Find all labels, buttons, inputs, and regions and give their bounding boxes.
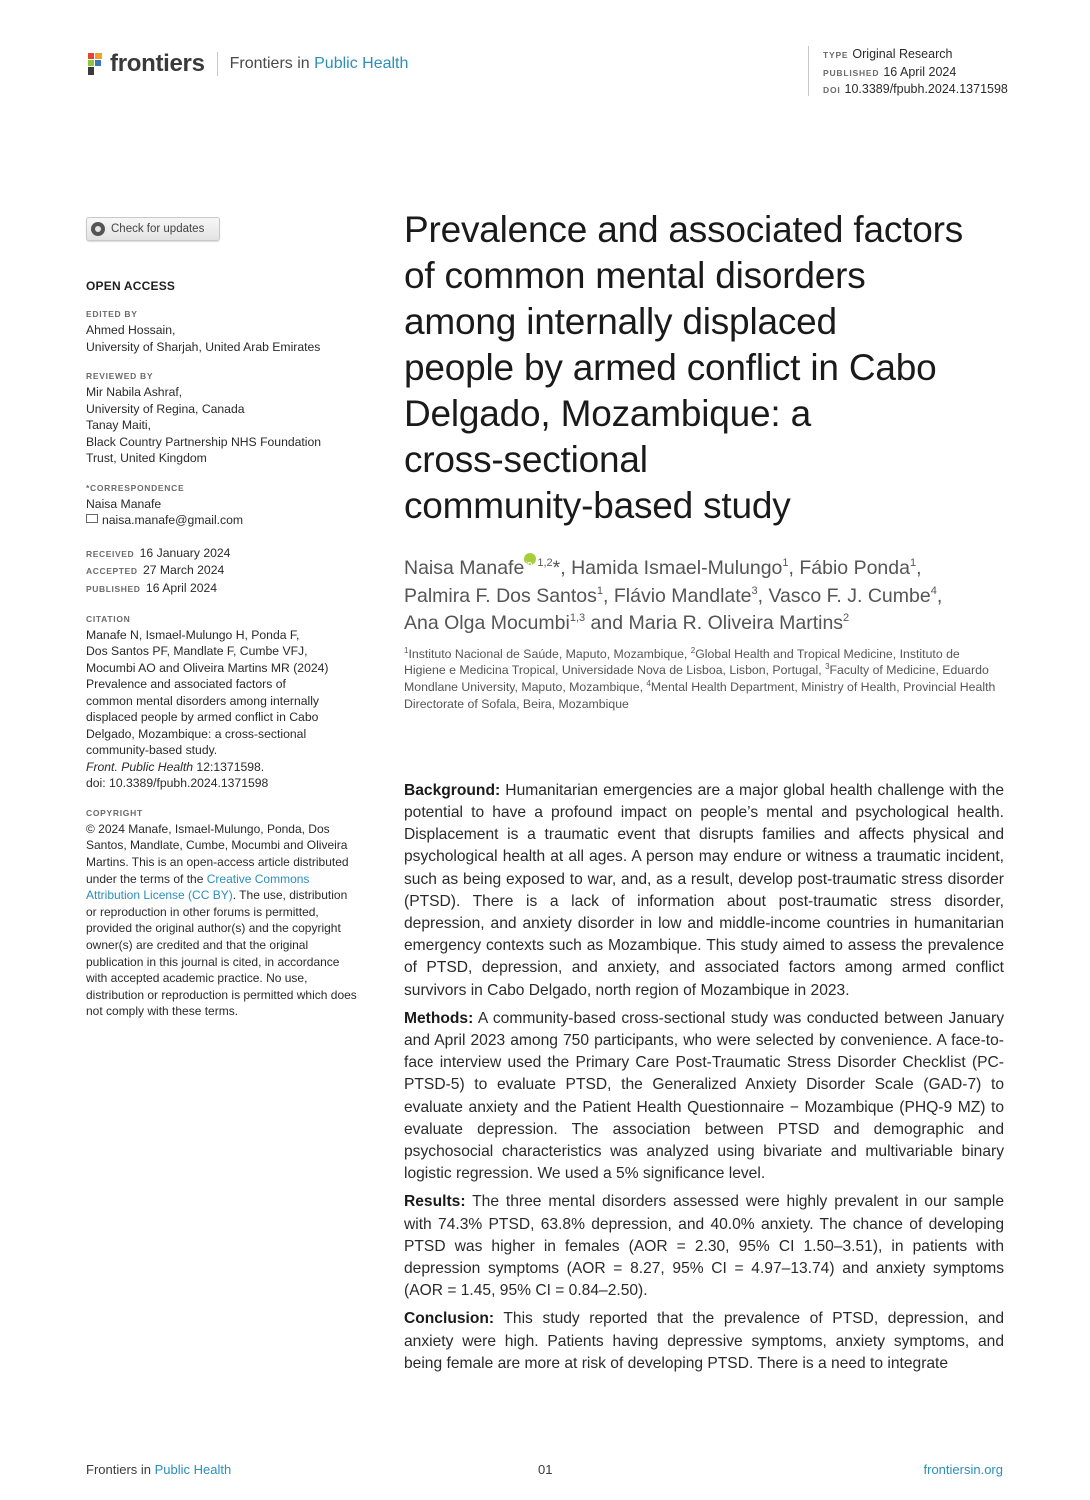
affil-text: Global Health and Tropical Medicine, Instituto de Higiene e Medicina Tropical, Universidade Nova de Lisboa, Lisbon, Portugal, <box>404 646 960 678</box>
author-separator: , <box>916 557 922 579</box>
author-name[interactable]: Naisa Manafe <box>404 557 525 579</box>
dates-block <box>86 545 361 598</box>
title-line: of common mental disorders <box>404 255 866 296</box>
abstract-section-text: A community-based cross-sectional study was conducted between January and April 2023 among 750 participants, who were selected by convenience. A face-to-face interview used the Primary Care Post-Traumatic Stress Disorder Checklist (PC-PTSD-5) to evaluate PTSD, the Generalized Anxiety Disorder Scale (GAD-7) to evaluate anxiety and the Patient Health Questionnaire − Mozambique (PHQ-9 MZ) to evaluate depression. The association between PTSD and demographic and psychosocial characteristics was analyzed using bivariate and multivariable binary logistic regression. We used a 5% significance level. <box>404 1009 1004 1183</box>
abstract-background <box>404 780 1004 1002</box>
copyright-text <box>86 821 361 1020</box>
editor-line: Ahmed Hossain, <box>86 323 176 337</box>
author-affil-sup: 3 <box>751 584 758 597</box>
author-separator: , <box>936 584 943 607</box>
citation-journal-line <box>86 759 361 776</box>
abstract <box>404 780 1004 1375</box>
abstract-section-text: Humanitarian emergencies are a major global health challenge with the potential to have a profound impact on people’s mental and psychological health. Displacement is a traumatic event that disrupts families and affects physical and psychological health at all ages. A person may endure or witness a traumatic incident, such as being exposed to war, and, as a result, develop post-traumatic stress disorder (PTSD). There is a lack of information about post-traumatic stress disorder, depression, and anxiety disorder in low and middle-income countries in humanitarian emergency contexts such as Mozambique. This study aimed to assess the prevalence of PTSD, depression, and anxiety, and associated factors among armed conflict survivors in Cabo Delgado, north region of Mozambique in 2023. <box>404 781 1004 999</box>
published-label: PUBLISHED <box>86 584 141 595</box>
frontiers-logo-icon <box>86 51 106 77</box>
citation-volume: 12:1371598. <box>193 759 265 774</box>
abstract-section-label: Results: <box>404 1193 466 1211</box>
affil-sup: 1 <box>404 645 409 655</box>
author-affil-sup: 1 <box>596 584 604 597</box>
abstract-results <box>404 1191 1004 1302</box>
footer-journal-accent: Public Health <box>154 1462 232 1477</box>
reviewer-line: University of Regina, Canada <box>86 401 245 416</box>
author-separator: , <box>603 584 614 607</box>
title-line: Delgado, Mozambique: a <box>404 393 811 434</box>
open-access-label: OPEN ACCESS <box>86 279 176 293</box>
meta-type <box>823 46 1006 64</box>
logo-wordmark: frontiers <box>110 50 205 77</box>
author-separator: , <box>788 557 800 579</box>
author-affil-sup: 1 <box>782 557 789 569</box>
reviewer-line: Mir Nabila Ashraf, <box>86 385 183 399</box>
author-line <box>404 610 1004 638</box>
check-updates-button[interactable] <box>86 217 220 241</box>
header-divider <box>217 52 218 76</box>
title-line: community-based study <box>404 485 791 526</box>
title-line: among internally displaced <box>404 301 837 342</box>
author-name[interactable]: Vasco F. J. Cumbe <box>768 584 931 607</box>
meta-type-value: Original Research <box>852 47 953 61</box>
affil-sup: 2 <box>690 645 696 655</box>
footer-journal[interactable] <box>86 1462 231 1477</box>
page-number: 01 <box>538 1462 553 1477</box>
abstract-conclusion <box>404 1308 1004 1375</box>
citation-line: Prevalence and associated factors of <box>86 677 286 692</box>
abstract-methods <box>404 1008 1004 1186</box>
article-main <box>404 207 1004 1381</box>
affil-sup: 4 <box>646 679 651 689</box>
citation-line: community-based study. <box>86 743 218 758</box>
article-sidebar <box>86 217 361 1020</box>
journal-name[interactable] <box>230 55 409 73</box>
accepted-row <box>86 562 361 580</box>
author-affil-sup: 1,2 <box>537 557 553 569</box>
citation-line: Delgado, Mozambique: a cross-sectional <box>86 726 307 741</box>
citation-line: common mental disorders among internally <box>86 693 320 708</box>
received-row <box>86 545 361 563</box>
editor-line: University of Sharjah, United Arab Emirates <box>86 339 321 354</box>
affil-sup: 3 <box>825 662 830 672</box>
author-affil-sup: 1 <box>909 557 917 569</box>
author-separator: , <box>757 584 769 607</box>
affil-text: Mental Health Department, Ministry of Health, Provincial Health Directorate of Sofala, Beira, Mozambique <box>404 680 996 711</box>
orcid-icon[interactable] <box>524 553 536 565</box>
citation-line: displaced people by armed conflict in Cabo <box>86 710 319 725</box>
author-name[interactable]: Palmira F. Dos Santos <box>404 584 597 607</box>
reviewer-line: Tanay Maiti, <box>86 418 152 432</box>
abstract-section-label: Methods: <box>404 1009 474 1027</box>
received-label: RECEIVED <box>86 548 135 559</box>
abstract-section-text: This study reported that the prevalence of PTSD, depression, and anxiety were high. Patients having depressive symptoms, anxiety symptoms, and being female are more at risk of developing PTSD. There is a need to integrate <box>404 1310 1004 1372</box>
meta-published-label: PUBLISHED <box>823 67 880 78</box>
citation-journal: Front. Public Health <box>86 759 194 774</box>
abstract-section-label: Background: <box>404 781 501 799</box>
correspondence-email-row <box>86 512 361 529</box>
edited-by-label: EDITED BY <box>86 309 138 319</box>
author-name[interactable]: Ana Olga Mocumbi <box>404 612 570 634</box>
check-updates-icon <box>91 222 105 236</box>
published-value: 16 April 2024 <box>145 581 218 596</box>
author-line <box>404 583 1004 611</box>
meta-published <box>823 64 1006 82</box>
author-separator: *, <box>552 557 572 579</box>
meta-published-value: 16 April 2024 <box>883 64 957 79</box>
title-line: Prevalence and associated factors <box>404 209 964 250</box>
citation-line: Mocumbi AO and Oliveira Martins MR (2024) <box>86 660 329 675</box>
author-affil-sup: 1,3 <box>569 612 586 624</box>
correspondence-email[interactable]: naisa.manafe@gmail.com <box>102 513 244 527</box>
journal-accent: Public Health <box>314 55 409 72</box>
meta-doi-label: DOI <box>823 85 841 95</box>
envelope-icon <box>86 514 98 523</box>
citation-line: Manafe N, Ismael-Mulungo H, Ponda F, <box>86 627 300 642</box>
accepted-value: 27 March 2024 <box>142 563 225 578</box>
correspondence-name: Naisa Manafe <box>86 496 162 511</box>
author-line <box>404 553 1004 583</box>
author-list <box>404 553 1004 638</box>
abstract-section-text: The three mental disorders assessed were highly prevalent in our sample with 74.3% PTSD, 63.8% depression, and 40.0% anxiety. The chance of developing PTSD was higher in females (AOR = 2.30, 95% CI 1.50–3.51), in patients with depression symptoms (AOR = 8.27, 95% CI = 4.97–13.74) and anxiety symptoms (AOR = 1.45, 95% CI = 0.84–2.50). <box>404 1193 1004 1300</box>
author-name[interactable]: Flávio Mandlate <box>613 584 752 607</box>
title-line: cross-sectional <box>404 439 648 480</box>
meta-doi-link[interactable]: 10.3389/fpubh.2024.1371598 <box>844 82 1008 96</box>
copyright-label: COPYRIGHT <box>86 807 143 818</box>
reviewed-by-label: REVIEWED BY <box>86 371 154 381</box>
author-name[interactable]: Hamida Ismael-Mulungo <box>571 557 783 579</box>
copyright-part: © 2024 Manafe, Ismael-Mulungo, Ponda, Dos Santos, Mandlate, Cumbe, Mocumbi and Oliveira Martins. This is an open-access article distributed under the terms of the <box>86 821 349 886</box>
reviewer-line: Black Country Partnership NHS Foundation <box>86 434 322 449</box>
author-affil-sup: 4 <box>930 584 937 597</box>
article-title <box>404 207 1004 529</box>
check-updates-label: Check for updates <box>111 223 205 235</box>
author-separator: and <box>585 612 629 634</box>
meta-doi <box>823 81 1006 99</box>
abstract-section-label: Conclusion: <box>404 1310 495 1328</box>
journal-prefix: Frontiers in <box>229 55 315 72</box>
cc-by-license-link[interactable]: Creative Commons Attribution License (CC BY) <box>86 871 310 903</box>
footer-journal-prefix: Frontiers in <box>86 1462 155 1477</box>
author-name[interactable]: Maria R. Oliveira Martins <box>628 612 844 634</box>
accepted-label: ACCEPTED <box>86 566 138 577</box>
author-affil-sup: 2 <box>843 612 850 624</box>
citation-label: CITATION <box>86 613 131 624</box>
correspondence-label: *CORRESPONDENCE <box>86 482 185 493</box>
affil-text: Instituto Nacional de Saúde, Maputo, Mozambique, <box>408 646 691 661</box>
affil-text: Faculty of Medicine, Eduardo Mondlane University, Maputo, Mozambique, <box>404 663 989 695</box>
affiliations <box>404 646 1004 713</box>
frontiers-logo[interactable] <box>86 50 408 78</box>
article-meta <box>808 46 1006 96</box>
citation-line: Dos Santos PF, Mandlate F, Cumbe VFJ, <box>86 644 308 659</box>
footer-site-link[interactable]: frontiersin.org <box>923 1462 1003 1477</box>
published-row <box>86 580 361 598</box>
meta-type-label: TYPE <box>823 50 849 60</box>
author-name[interactable]: Fábio Ponda <box>799 557 910 579</box>
copyright-part: . The use, distribution or reproduction in other forums is permitted, provided the original author(s) and the copyright owner(s) are credited and that the original publication in this journal is cited, in accordance with accepted academic practice. No use, distribution or reproduction is permitted which does not comply with these terms. <box>86 888 357 1019</box>
page-header <box>86 46 1006 106</box>
citation-doi[interactable]: doi: 10.3389/fpubh.2024.1371598 <box>86 776 269 791</box>
received-value: 16 January 2024 <box>139 545 231 560</box>
reviewer-line: Trust, United Kingdom <box>86 451 207 465</box>
title-line: people by armed conflict in Cabo <box>404 347 937 388</box>
